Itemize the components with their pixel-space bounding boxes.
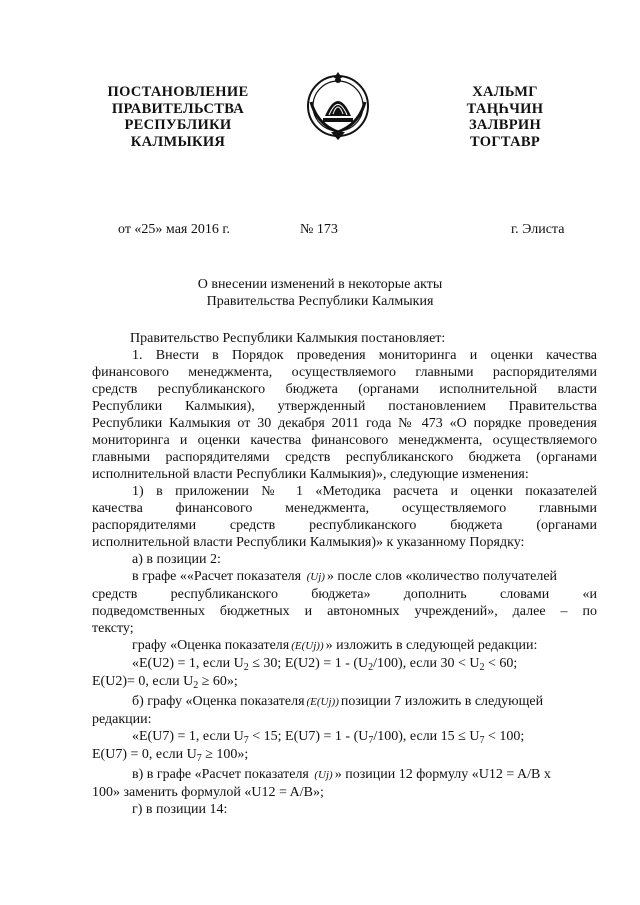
body-line xyxy=(92,766,597,784)
text-span: ≥ 100»; xyxy=(201,747,249,762)
document-body xyxy=(92,330,597,818)
body-line: редакции: xyxy=(92,712,152,727)
body-line: исполнительной власти Республики Калмыкия)», следующие изменения: xyxy=(92,467,529,482)
text-span: E(U2)= 0, если U xyxy=(92,674,194,689)
document-number: № 173 xyxy=(300,222,338,237)
formula-line xyxy=(92,746,597,764)
text-span: < 60; xyxy=(484,656,518,671)
subscript: 7 xyxy=(368,735,374,746)
header-right-line: ХАЛЬМГ xyxy=(472,84,538,100)
text-span: < 100; xyxy=(484,729,525,744)
body-line: Республики Калмыкия), утвержденный постановлением Правительства xyxy=(92,399,597,414)
header-left-line: ПОСТАНОВЛЕНИЕ xyxy=(107,84,249,100)
body-line: а) в позиции 2: xyxy=(132,552,221,567)
header-left-line: РЕСПУБЛИКИ xyxy=(124,117,232,133)
text-span: » изложить в следующей редакции: xyxy=(325,638,538,653)
subscript: 2 xyxy=(243,662,249,673)
body-line xyxy=(92,568,597,586)
text-span: /100), если 30 < U xyxy=(373,656,480,671)
text-span: » позиции 12 формулу «U12 = A/B x xyxy=(334,767,551,782)
body-line xyxy=(92,637,597,655)
coat-of-arms-icon xyxy=(303,66,373,142)
subscript: 2 xyxy=(193,680,199,691)
body-line: качества финансового менеджмента, осуществляемого главными xyxy=(92,501,597,516)
title-line: О внесении изменений в некоторые акты xyxy=(197,277,443,292)
subscript: 7 xyxy=(243,735,249,746)
text-span: графу «Оценка показателя xyxy=(132,638,290,653)
formula-line xyxy=(92,728,597,746)
body-line: средств республиканского бюджета (органами исполнительной власти xyxy=(92,382,597,397)
text-span: ≥ 60»; xyxy=(198,674,238,689)
body-line: г) в позиции 14: xyxy=(132,802,228,817)
text-span: ≤ 30; E(U2) = 1 - (U xyxy=(248,656,369,671)
body-line: Республики Калмыкия от 30 декабря 2011 года № 473 «О порядке проведения xyxy=(92,416,597,431)
formula-line xyxy=(92,673,597,691)
formula-euj: (E(Uj)) xyxy=(291,640,324,652)
text-span: «E(U7) = 1, если U xyxy=(132,729,244,744)
body-line: исполнительной власти Республики Калмыкия)» к указанному Порядку: xyxy=(92,535,525,550)
body-line: 100» заменить формулой «U12 = A/B»; xyxy=(92,785,324,800)
formula-uj: (Uj) xyxy=(314,769,333,781)
body-line: средств республиканского бюджета» дополнить словами «и xyxy=(92,587,597,602)
header-right-line: ЗАЛВРИН xyxy=(468,117,542,133)
formula-euj: (E(Uj)) xyxy=(306,696,339,708)
text-span: E(U7) = 0, если U xyxy=(92,747,197,762)
header-right-line: ТАҢҺЧИН xyxy=(466,100,544,117)
document-city: г. Элиста xyxy=(511,222,565,237)
text-span: в графе ««Расчет показателя xyxy=(132,569,302,584)
text-span: » после слов «количество получателей xyxy=(326,569,558,584)
formula-uj: (Uj) xyxy=(306,571,325,583)
document-title xyxy=(0,276,640,310)
document-date: от «25» мая 2016 г. xyxy=(118,222,231,237)
body-line: 1) в приложении № 1 «Методика расчета и оценки показателей xyxy=(132,484,597,499)
text-span: в) в графе «Расчет показателя xyxy=(132,767,309,782)
body-line: главными распорядителями средств республиканского бюджета (органами xyxy=(92,450,597,465)
text-span: б) графу «Оценка показателя xyxy=(132,694,305,709)
subscript: 7 xyxy=(196,753,202,764)
body-line: 1. Внести в Порядок проведения мониторинга и оценки качества xyxy=(132,348,597,363)
subscript: 2 xyxy=(479,662,485,673)
body-line xyxy=(92,693,597,711)
body-line: подведомственных бюджетных и автономных учреждений», далее – по xyxy=(92,604,597,619)
subscript: 7 xyxy=(479,735,485,746)
body-line: распорядителями средств республиканского бюджета (органами xyxy=(92,518,597,533)
subscript: 2 xyxy=(368,662,374,673)
formula-line xyxy=(92,655,597,673)
header-right-line: ТОГТАВР xyxy=(469,133,541,150)
text-span: /100), если 15 ≤ U xyxy=(373,729,480,744)
text-span: «E(U2) = 1, если U xyxy=(132,656,244,671)
title-line: Правительства Республики Калмыкия xyxy=(206,294,434,309)
text-span: позиции 7 изложить в следующей xyxy=(340,694,544,709)
header-right-title xyxy=(430,84,580,150)
body-line: мониторинга и оценки качества финансового менеджмента, осуществляемого xyxy=(92,433,597,448)
header-left-line: ПРАВИТЕЛЬСТВА xyxy=(111,100,245,117)
header-left-title xyxy=(88,84,268,150)
text-span: < 15; E(U7) = 1 - (U xyxy=(248,729,369,744)
body-line: финансового менеджмента, осуществляемого главными распорядителями xyxy=(92,365,597,380)
body-line: Правительство Республики Калмыкия постановляет: xyxy=(130,331,446,346)
body-line: тексту; xyxy=(92,621,134,636)
header-left-line: КАЛМЫКИЯ xyxy=(130,133,226,150)
